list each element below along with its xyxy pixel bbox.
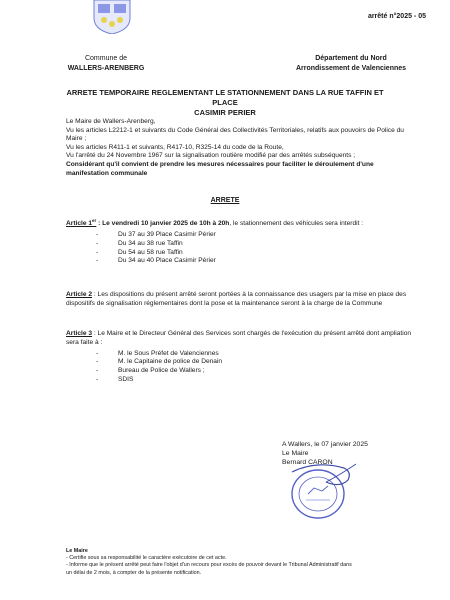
commune-crest-logo [92,0,132,34]
article-2 [66,291,418,309]
article-1-text: , le stationnement des véhicules sera interdit : [229,220,364,228]
document-title [64,88,386,118]
list-item: - M. le Capitaine de police de Denain [96,358,418,367]
article-2-label: Article 2 [66,291,93,298]
article-3-text: : Le Maire et le Directeur Général des Services sont chargés de l'exécution du présent arrêté dont ampliation sera faite à : [66,330,412,346]
list-item: - M. le Sous Préfet de Valenciennes [96,350,418,359]
article-1-label: Article 1er [66,218,97,228]
official-stamp-seal [286,458,358,524]
footer-notice [66,548,426,577]
arrete-heading: ARRETE [210,197,240,204]
commune-name: WALLERS-ARENBERG [67,65,145,72]
preamble-line: Le Maire de Wallers-Arenberg, [66,118,156,125]
preamble [66,118,416,178]
preamble-line: Vu les articles L2212-1 et suivants du Code Général des Collectivités Territoriales, relatifs aux pouvoirs de Police du Maire ; [66,126,404,143]
preamble-line: Vu les articles R411-1 et suivants, R417-10, R325-14 du code de la Route, [66,143,284,151]
article-3 [66,330,418,385]
arrondissement-name: Arrondissement de Valenciennes [295,65,407,72]
preamble-line: Considérant qu'il convient de prendre les mesures nécessaires pour faciliter le déroulement d'une manifestation communale [66,160,374,177]
article-1 [66,217,418,266]
article-1-list [66,231,418,266]
list-item: - Du 34 au 40 Place Casimir Périer [96,257,418,266]
title-line-1: ARRETE TEMPORAIRE REGLEMENTANT LE STATIONNEMENT DANS LA RUE TAFFIN ET PLACE [66,88,384,107]
article-2-text: : Les dispositions du présent arrêté seront portées à la connaissance des usagers par la mise en place des dispositifs de signalisation réglementaires dont la pose et la maintenance seront à la charge de la Commune [66,291,407,307]
list-item: - Du 54 au 58 rue Taffin [96,249,418,258]
list-item: - Du 34 au 38 rue Taffin [96,240,418,249]
commune-label: Commune de [84,55,128,62]
preamble-line: Vu l'arrêté du 24 Novembre 1967 sur la signalisation routière modifié par des arrêtés subséquents ; [66,152,356,160]
title-line-2: CASIMIR PERIER [194,108,256,117]
decree-reference: arrêté n°2025 - 05 [367,13,426,20]
article-3-list [66,350,418,385]
list-item: - Bureau de Police de Wallers ; [96,367,418,376]
commune-block [54,54,158,74]
footer-line-2: - Informe que le présent arrêté peut faire l'objet d'un recours pour excès de pouvoir devant le Tribunal Administratif dans [66,562,352,569]
article-1-intro [66,217,418,229]
department-block [276,54,426,74]
signature-role: Le Maire [282,450,309,457]
footer-line-3: un délai de 2 mois, à compter de la présente notification. [66,569,202,576]
signature-name: Bernard CARON [282,459,333,466]
list-item: - SDIS [96,376,418,385]
footer-heading: Le Maire [66,548,88,554]
article-3-label: Article 3 [66,330,93,337]
list-item: - Du 37 au 39 Place Casimir Périer [96,231,418,240]
signature-place-date: A Wallers, le 07 janvier 2025 [282,441,368,448]
department-name: Département du Nord [315,55,387,62]
article-1-date: : Le vendredi 10 janvier 2025 de 10h à 20h [96,220,230,228]
footer-line-1: - Certifie sous sa responsabilité le caractère exécutoire de cet acte. [66,555,227,562]
